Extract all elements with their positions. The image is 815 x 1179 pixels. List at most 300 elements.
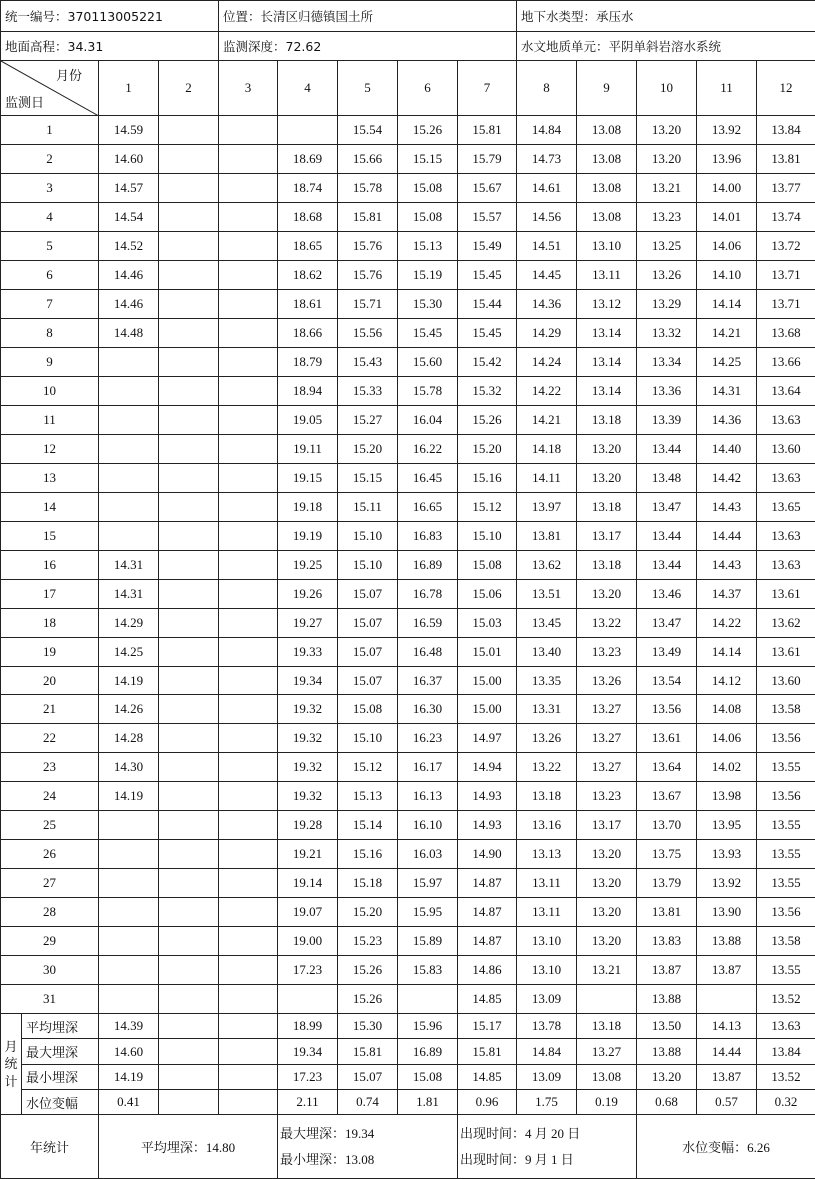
depth-value-cell: 19.32 [278,753,338,782]
depth-value-cell: 13.31 [517,695,577,724]
depth-value-cell: 15.83 [398,956,458,985]
table-row [1,174,815,203]
depth-value-cell: 18.65 [278,231,338,260]
monthly-stat-value: 16.89 [398,1039,458,1064]
depth-value-cell: 14.26 [99,695,159,724]
depth-value-cell: 19.07 [278,898,338,927]
depth-value-cell [159,347,219,376]
depth-value-cell: 13.22 [577,608,637,637]
depth-value-cell [219,637,278,666]
depth-value-cell: 13.56 [757,782,815,811]
depth-value-cell: 14.93 [458,782,517,811]
depth-value-cell [219,492,278,521]
depth-value-cell: 13.77 [757,174,815,203]
table-row [1,347,815,376]
depth-value-cell: 18.61 [278,289,338,318]
depth-value-cell: 13.26 [517,724,577,753]
depth-value-cell: 13.56 [757,898,815,927]
groundwater-type: 地下水类型：承压水 [517,1,815,32]
depth-value-cell: 19.32 [278,724,338,753]
monthly-stat-value: 15.17 [458,1014,517,1039]
monthly-stat-value [159,1089,219,1114]
depth-value-cell: 14.12 [697,666,757,695]
depth-value-cell: 13.32 [637,318,697,347]
depth-value-cell [159,898,219,927]
depth-value-cell: 15.07 [338,608,398,637]
depth-value-cell: 16.78 [398,579,458,608]
depth-value-cell [219,811,278,840]
day-label: 9 [1,347,99,376]
depth-value-cell: 13.09 [517,985,577,1014]
depth-value-cell: 13.45 [517,608,577,637]
depth-value-cell [99,927,159,956]
depth-value-cell [219,174,278,203]
depth-value-cell: 19.26 [278,579,338,608]
depth-value-cell: 13.66 [757,347,815,376]
depth-value-cell: 13.17 [577,521,637,550]
depth-value-cell: 13.58 [757,695,815,724]
month-header-1: 1 [99,60,159,116]
depth-value-cell [159,405,219,434]
depth-value-cell: 13.55 [757,840,815,869]
monthly-stat-value: 14.60 [99,1039,159,1064]
depth-value-cell: 15.76 [338,231,398,260]
depth-value-cell: 14.84 [517,116,577,145]
depth-value-cell: 15.43 [338,347,398,376]
depth-value-cell: 13.21 [577,956,637,985]
depth-value-cell: 14.52 [99,231,159,260]
depth-value-cell: 14.25 [99,637,159,666]
depth-value-cell: 13.23 [577,637,637,666]
depth-value-cell: 14.45 [517,260,577,289]
depth-value-cell: 13.52 [757,985,815,1014]
depth-value-cell: 19.32 [278,782,338,811]
depth-value-cell: 13.27 [577,753,637,782]
table-row [1,116,815,145]
depth-value-cell: 13.61 [757,579,815,608]
table-row [1,260,815,289]
depth-value-cell: 14.24 [517,347,577,376]
month-header-11: 11 [697,60,757,116]
depth-value-cell [219,724,278,753]
depth-value-cell [219,145,278,174]
depth-value-cell: 13.88 [697,927,757,956]
depth-value-cell: 13.47 [637,608,697,637]
depth-value-cell [159,753,219,782]
depth-value-cell: 13.55 [757,869,815,898]
depth-value-cell: 13.71 [757,260,815,289]
table-row [1,782,815,811]
monthly-stat-value: 15.30 [338,1014,398,1039]
depth-value-cell: 13.61 [757,637,815,666]
depth-value-cell: 15.08 [398,174,458,203]
depth-value-cell: 13.75 [637,840,697,869]
depth-value-cell: 14.94 [458,753,517,782]
depth-value-cell: 14.28 [99,724,159,753]
depth-value-cell [159,318,219,347]
depth-value-cell: 15.00 [458,666,517,695]
depth-value-cell: 13.13 [517,840,577,869]
depth-value-cell: 15.30 [398,289,458,318]
depth-value-cell: 15.18 [338,869,398,898]
depth-value-cell: 15.78 [398,376,458,405]
depth-value-cell: 13.51 [517,579,577,608]
depth-value-cell: 13.68 [757,318,815,347]
monthly-stat-value: 13.63 [757,1014,815,1039]
depth-value-cell: 14.93 [458,811,517,840]
depth-value-cell [159,434,219,463]
depth-value-cell [159,231,219,260]
depth-value-cell: 13.64 [757,376,815,405]
depth-value-cell: 13.87 [637,956,697,985]
depth-value-cell: 13.55 [757,811,815,840]
depth-value-cell: 19.14 [278,869,338,898]
depth-value-cell: 13.20 [577,579,637,608]
monthly-stat-value: 0.68 [637,1089,697,1114]
depth-value-cell: 13.63 [757,463,815,492]
depth-value-cell: 13.08 [577,145,637,174]
monthly-stat-value: 0.41 [99,1089,159,1114]
month-header-7: 7 [458,60,517,116]
depth-value-cell: 13.22 [517,753,577,782]
monthly-stat-value [219,1064,278,1089]
depth-value-cell [159,782,219,811]
monthly-stat-value [159,1014,219,1039]
depth-value-cell: 16.22 [398,434,458,463]
annual-max-depth: 最大埋深：19.34 [280,1125,375,1141]
depth-value-cell: 15.32 [458,376,517,405]
depth-value-cell: 19.27 [278,608,338,637]
depth-value-cell: 13.20 [637,116,697,145]
depth-value-cell: 19.34 [278,666,338,695]
depth-value-cell: 13.55 [757,956,815,985]
depth-value-cell [159,956,219,985]
depth-value-cell: 13.46 [637,579,697,608]
depth-value-cell: 19.18 [278,492,338,521]
depth-value-cell: 15.16 [338,840,398,869]
day-label: 21 [1,695,99,724]
depth-value-cell: 13.67 [637,782,697,811]
depth-value-cell: 19.25 [278,550,338,579]
depth-value-cell: 14.42 [697,463,757,492]
depth-value-cell: 16.48 [398,637,458,666]
day-label: 20 [1,666,99,695]
depth-value-cell [99,492,159,521]
depth-value-cell: 13.08 [577,174,637,203]
depth-value-cell: 17.23 [278,956,338,985]
depth-value-cell: 18.62 [278,260,338,289]
month-header-10: 10 [637,60,697,116]
day-label: 22 [1,724,99,753]
hydrogeologic-unit: 水文地质单元：平阴单斜岩溶水系统 [517,32,815,60]
depth-value-cell: 15.08 [338,695,398,724]
depth-value-cell: 13.10 [577,231,637,260]
depth-value-cell: 13.21 [637,174,697,203]
depth-value-cell: 13.10 [517,956,577,985]
depth-value-cell: 14.14 [697,289,757,318]
depth-value-cell: 14.90 [458,840,517,869]
monthly-stat-value: 13.08 [577,1064,637,1089]
depth-value-cell: 14.44 [697,521,757,550]
depth-value-cell: 13.74 [757,203,815,232]
depth-value-cell: 14.46 [99,289,159,318]
depth-value-cell: 13.40 [517,637,577,666]
table-row [1,376,815,405]
depth-value-cell [159,637,219,666]
day-label: 29 [1,927,99,956]
depth-value-cell: 14.36 [697,405,757,434]
depth-value-cell: 13.08 [577,116,637,145]
depth-value-cell: 19.32 [278,695,338,724]
monthly-stat-value: 15.96 [398,1014,458,1039]
monthly-stat-label: 最小埋深 [22,1064,99,1089]
depth-value-cell: 13.71 [757,289,815,318]
depth-value-cell: 13.23 [577,782,637,811]
depth-value-cell: 14.11 [517,463,577,492]
depth-value-cell [99,985,159,1014]
monthly-stat-value: 19.34 [278,1039,338,1064]
annual-occurrence-times [458,1115,637,1179]
depth-value-cell: 14.73 [517,145,577,174]
depth-value-cell: 14.14 [697,637,757,666]
day-label: 3 [1,174,99,203]
depth-value-cell: 14.31 [99,579,159,608]
depth-value-cell: 14.06 [697,231,757,260]
depth-value-cell: 13.56 [757,724,815,753]
monthly-stat-value [219,1039,278,1064]
monthly-stat-value: 13.18 [577,1014,637,1039]
depth-value-cell: 13.23 [637,203,697,232]
day-label: 4 [1,203,99,232]
month-header-4: 4 [278,60,338,116]
day-label: 13 [1,463,99,492]
depth-value-cell: 19.21 [278,840,338,869]
depth-value-cell: 13.20 [577,927,637,956]
depth-value-cell: 14.08 [697,695,757,724]
monthly-stats-group-label [1,1014,22,1115]
depth-value-cell [159,666,219,695]
depth-value-cell [219,782,278,811]
depth-value-cell: 13.20 [577,869,637,898]
month-header-5: 5 [338,60,398,116]
depth-value-cell: 15.76 [338,260,398,289]
depth-value-cell: 19.19 [278,521,338,550]
depth-value-cell: 13.92 [697,116,757,145]
depth-value-cell: 18.79 [278,347,338,376]
depth-value-cell: 14.31 [697,376,757,405]
depth-value-cell: 15.49 [458,231,517,260]
depth-value-cell: 16.89 [398,550,458,579]
depth-value-cell: 13.14 [577,347,637,376]
day-label: 1 [1,116,99,145]
depth-value-cell [577,985,637,1014]
depth-value-cell: 14.43 [697,550,757,579]
depth-value-cell: 15.57 [458,203,517,232]
depth-value-cell: 13.18 [577,405,637,434]
depth-value-cell: 15.19 [398,260,458,289]
depth-value-cell [697,985,757,1014]
depth-value-cell: 15.13 [398,231,458,260]
table-row [1,405,815,434]
depth-value-cell [159,869,219,898]
day-label: 2 [1,145,99,174]
ground-elevation: 地面高程：34.31 [1,32,219,60]
depth-value-cell: 14.57 [99,174,159,203]
depth-value-cell: 14.06 [697,724,757,753]
day-label: 8 [1,318,99,347]
depth-value-cell: 14.25 [697,347,757,376]
depth-value-cell: 13.36 [637,376,697,405]
monthly-stat-label: 平均埋深 [22,1014,99,1039]
table-row [1,550,815,579]
annual-min-depth: 最小埋深：13.08 [280,1151,375,1167]
depth-value-cell: 13.16 [517,811,577,840]
monthly-stat-value: 13.88 [637,1039,697,1064]
depth-value-cell: 14.60 [99,145,159,174]
depth-value-cell [219,116,278,145]
table-row [1,695,815,724]
depth-value-cell: 19.05 [278,405,338,434]
monthly-stats-group-text: 月统计 [4,1038,18,1089]
table-row [1,145,815,174]
depth-value-cell: 15.11 [338,492,398,521]
monthly-stat-value: 13.84 [757,1039,815,1064]
table-row [1,898,815,927]
depth-value-cell [99,463,159,492]
table-row [1,579,815,608]
depth-value-cell: 13.92 [697,869,757,898]
depth-value-cell [159,927,219,956]
depth-value-cell: 13.18 [577,492,637,521]
depth-value-cell: 15.08 [398,203,458,232]
depth-value-cell: 15.54 [338,116,398,145]
depth-value-cell [99,869,159,898]
depth-value-cell: 13.60 [757,666,815,695]
depth-value-cell: 13.14 [577,318,637,347]
depth-value-cell [159,695,219,724]
monthly-stat-value: 14.13 [697,1014,757,1039]
depth-value-cell [219,405,278,434]
depth-value-cell: 15.67 [458,174,517,203]
depth-value-cell [99,434,159,463]
monthly-stat-value [219,1089,278,1114]
depth-value-cell: 15.78 [338,174,398,203]
header-row-1 [1,1,815,32]
monthly-stat-label: 水位变幅 [22,1089,99,1114]
depth-value-cell: 13.54 [637,666,697,695]
depth-value-cell: 14.10 [697,260,757,289]
depth-value-cell: 15.56 [338,318,398,347]
depth-value-cell: 19.33 [278,637,338,666]
monthly-stat-value: 0.74 [338,1089,398,1114]
table-row [1,463,815,492]
depth-value-cell [99,405,159,434]
depth-value-cell [219,956,278,985]
depth-value-cell: 13.35 [517,666,577,695]
depth-value-cell: 13.63 [757,405,815,434]
depth-value-cell [159,579,219,608]
depth-value-cell: 15.07 [338,637,398,666]
table-row [1,927,815,956]
depth-value-cell [219,695,278,724]
depth-value-cell [99,898,159,927]
depth-value-cell: 13.48 [637,463,697,492]
depth-value-cell: 13.56 [637,695,697,724]
depth-value-cell: 13.27 [577,695,637,724]
depth-value-cell: 13.20 [577,434,637,463]
table-row [1,840,815,869]
depth-value-cell: 15.15 [338,463,398,492]
monthly-stat-value: 15.81 [458,1039,517,1064]
table-row [1,289,815,318]
depth-value-cell: 19.15 [278,463,338,492]
depth-value-cell: 13.81 [757,145,815,174]
depth-value-cell [159,463,219,492]
annual-max-time: 出现时间：4 月 20 日 [460,1125,581,1141]
depth-value-cell: 16.30 [398,695,458,724]
depth-value-cell: 18.74 [278,174,338,203]
table-row [1,231,815,260]
header-row-2 [1,32,815,60]
depth-value-cell: 14.02 [697,753,757,782]
day-label: 5 [1,231,99,260]
depth-value-cell: 15.89 [398,927,458,956]
annual-water-level-range: 水位变幅：6.26 [637,1115,815,1179]
depth-value-cell [159,203,219,232]
depth-value-cell [219,203,278,232]
depth-value-cell [99,840,159,869]
depth-value-cell: 13.79 [637,869,697,898]
depth-value-cell: 14.21 [697,318,757,347]
depth-value-cell: 13.17 [577,811,637,840]
month-header-row [1,60,815,116]
depth-value-cell [159,724,219,753]
monthly-stat-value: 13.27 [577,1039,637,1064]
depth-value-cell: 15.66 [338,145,398,174]
depth-value-cell: 15.42 [458,347,517,376]
day-label: 25 [1,811,99,840]
depth-value-cell: 13.97 [517,492,577,521]
monthly-stat-value: 14.84 [517,1039,577,1064]
depth-value-cell: 13.63 [757,521,815,550]
depth-value-cell: 13.44 [637,434,697,463]
day-label: 14 [1,492,99,521]
monthly-stat-value: 13.09 [517,1064,577,1089]
depth-value-cell: 15.08 [458,550,517,579]
monthly-stat-row [1,1089,815,1114]
depth-value-cell: 13.20 [577,898,637,927]
depth-value-cell: 13.98 [697,782,757,811]
depth-value-cell: 15.06 [458,579,517,608]
depth-value-cell: 13.39 [637,405,697,434]
depth-value-cell: 13.49 [637,637,697,666]
depth-value-cell: 13.12 [577,289,637,318]
monthly-stat-value: 1.75 [517,1089,577,1114]
monthly-stat-value [159,1039,219,1064]
table-row [1,608,815,637]
depth-value-cell [219,231,278,260]
depth-value-cell: 14.86 [458,956,517,985]
depth-value-cell: 15.07 [338,579,398,608]
depth-value-cell: 13.62 [757,608,815,637]
depth-value-cell [219,898,278,927]
depth-value-cell: 13.27 [577,724,637,753]
depth-value-cell: 14.59 [99,116,159,145]
day-label: 10 [1,376,99,405]
annual-stats-row [1,1115,815,1179]
depth-value-cell [99,956,159,985]
depth-value-cell [159,376,219,405]
